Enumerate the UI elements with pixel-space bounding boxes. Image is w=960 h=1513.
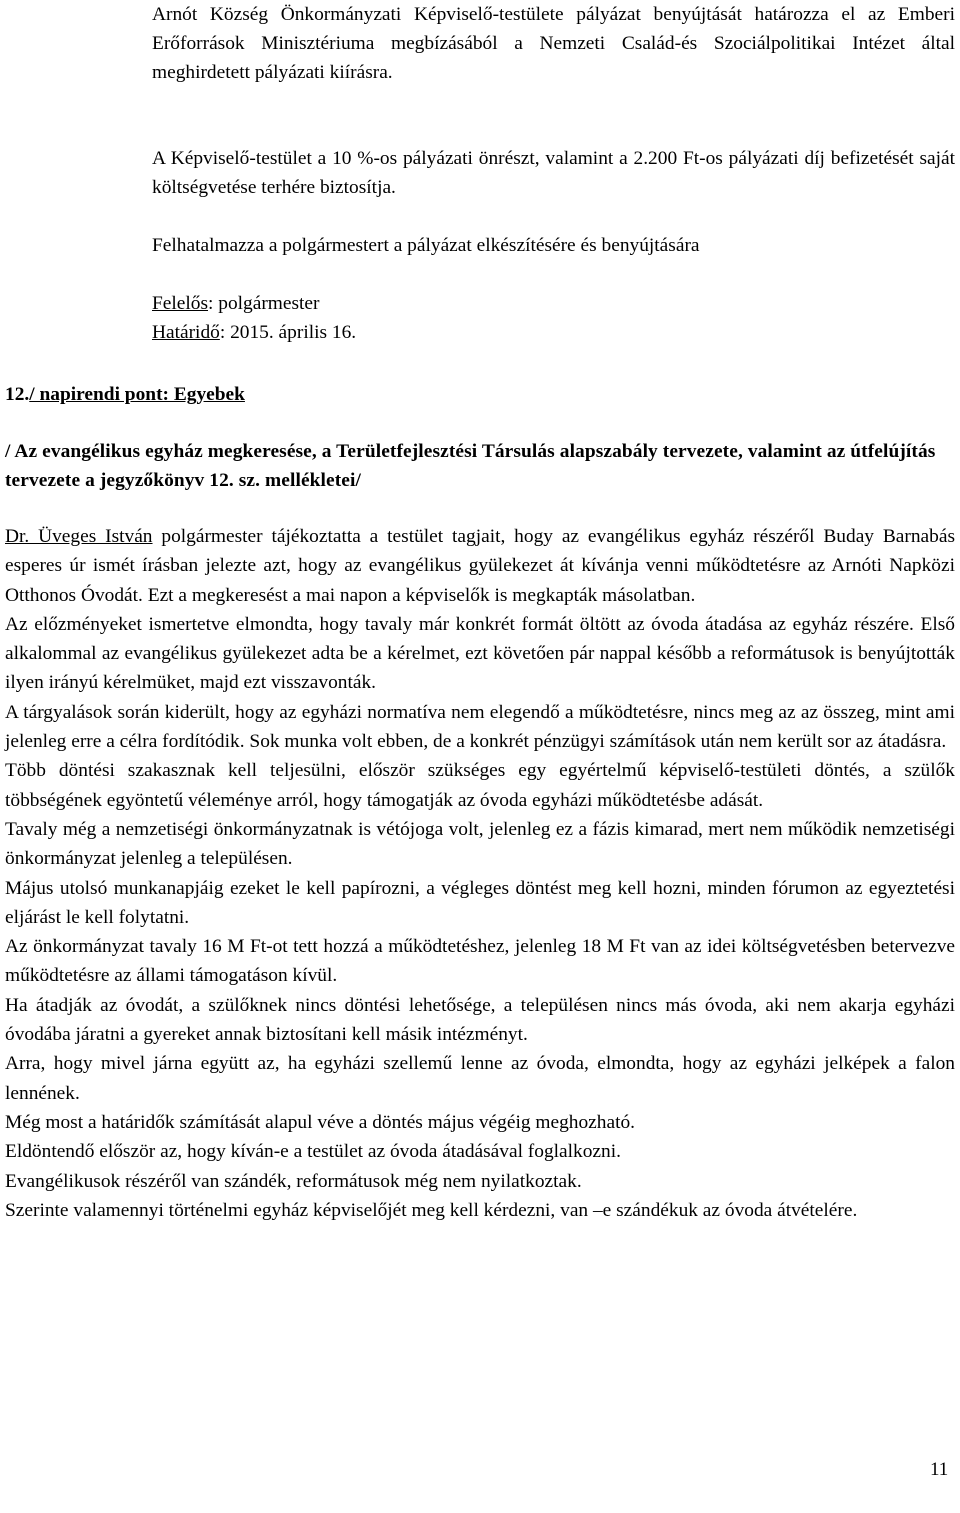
deadline-line	[152, 318, 955, 347]
body-paragraph: Több döntési szakasznak kell teljesülni, először szükséges egy egyértelmű képviselő-testületi döntés, a szülők többségének egyöntetű véleménye arról, hogy támogatják az óvoda egyházi működtetésbe adását.	[5, 760, 955, 811]
page-number: 11	[930, 1459, 949, 1480]
agenda-subtitle: / Az evangélikus egyház megkeresése, a Területfejlesztési Társulás alapszabály tervezete, valamint az útfelújítás tervezete a jegyzőkönyv 12. sz. mellékletei/	[5, 441, 936, 492]
resolution-paragraph-1: Arnót Község Önkormányzati Képviselő-testülete pályázat benyújtását határozza el az Emberi Erőforrások Minisztériuma megbízásából a Nemzeti Család-és Szociálpolitikai Intézet által meghirdetett pályázati kiírásra.	[152, 4, 955, 83]
body-paragraph-1	[5, 522, 955, 610]
responsible-label: Felelős	[152, 293, 209, 314]
body-paragraph: Arra, hogy mivel járna együtt az, ha egyházi szellemű lenne az óvoda, elmondta, hogy az egyházi jelképek a falon lennének.	[5, 1053, 955, 1104]
body-paragraph-1-text: polgármester tájékoztatta a testület tagjait, hogy az evangélikus egyház részéről Buday Barnabás esperes úr ismét írásban jelezte azt, hogy az evangélikus gyülekezet át kívánja venni működtetésre az Arnóti Napközi Otthonos Óvodát. Ezt a megkeresést a mai napon a képviselők is megkapták másolatban.	[5, 526, 955, 606]
body-paragraph: A tárgyalások során kiderült, hogy az egyházi normatíva nem elegendő a működtetésre, nincs meg az az összeg, mint ami jelenleg erre a célra fordítódik. Sok munka volt ebben, de a konkrét pénzügyi számítások után nem került sor az átadásra.	[5, 701, 955, 753]
resolution-paragraph-3: Felhatalmazza a polgármestert a pályázat elkészítésére és benyújtására	[152, 235, 700, 256]
body-paragraph: Ha átadják az óvodát, a szülőknek nincs döntési lehetősége, a településen nincs más óvoda, aki nem akarja egyházi óvodába járatni a gyereket annak biztosítani kell másik intézményt.	[5, 994, 955, 1046]
body-paragraph: Az előzményeket ismertetve elmondta, hogy tavaly már konkrét formát öltött az óvoda átadása az egyház részére. Első alkalommal az evangélikus gyülekezet adta be a kérelmet, ezt követően pár nappal később a reformátusok is benyújtották ilyen irányú kérelmüket, majd ezt visszavonták.	[5, 613, 955, 694]
body-paragraph: Május utolsó munkanapjáig ezeket le kell papírozni, a végleges döntést meg kell hozni, minden fórumon az egyeztetési eljárást le kell folytatni.	[5, 877, 955, 928]
deadline-label: Határidő	[152, 322, 220, 343]
body-paragraph: Szerinte valamennyi történelmi egyház képviselőjét meg kell kérdezni, van –e szándékuk az óvoda átvételére.	[5, 1199, 858, 1221]
body-paragraph: Evangélikusok részéről van szándék, reformátusok még nem nyilatkoztak.	[5, 1170, 582, 1192]
body-paragraph: Tavaly még a nemzetiségi önkormányzatnak is vétójoga volt, jelenleg ez a fázis kimarad, mert nem működik nemzetiségi önkormányzat jelenleg a településen.	[5, 818, 955, 870]
deadline-value: : 2015. április 16.	[219, 322, 357, 343]
responsible-line	[152, 289, 955, 318]
speaker-name: Dr. Üveges István	[5, 526, 153, 547]
body-paragraph: Az önkormányzat tavaly 16 M Ft-ot tett hozzá a működtetéshez, jelenleg 18 M Ft van az idei költségvetésben betervezve működtetésre az állami támogatáson kívül.	[5, 936, 955, 987]
body-paragraph: Még most a határidők számítását alapul véve a döntés május végéig meghozható.	[5, 1111, 636, 1133]
agenda-heading	[5, 380, 245, 409]
minutes-body	[5, 522, 955, 1225]
resolution-paragraph-2: A Képviselő-testület a 10 %-os pályázati önrészt, valamint a 2.200 Ft-os pályázati díj befizetését saját költségvetése terhére biztosítja.	[152, 148, 955, 198]
agenda-number: 12.	[5, 384, 30, 405]
responsible-value: : polgármester	[208, 293, 320, 314]
agenda-title: / napirendi pont: Egyebek	[29, 384, 245, 405]
body-paragraph: Eldöntendő először az, hogy kíván-e a testület az óvoda átadásával foglalkozni.	[5, 1141, 621, 1163]
